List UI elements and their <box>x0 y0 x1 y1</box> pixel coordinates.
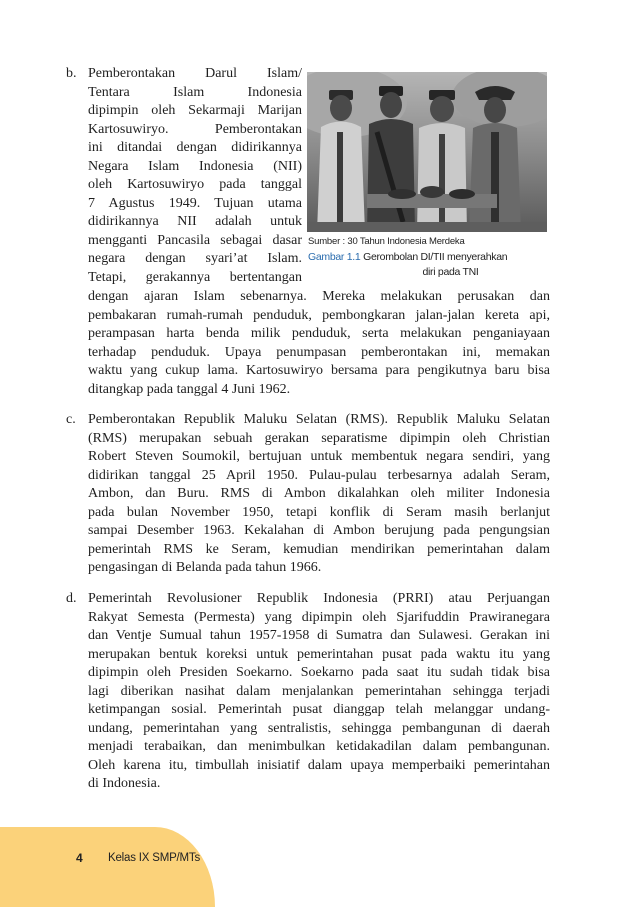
text-line: Tetapi, gerakannya bertentangan <box>88 270 302 286</box>
text-line: dipimpin oleh Sekarmaji Marijan <box>88 103 302 119</box>
text-line: dipimpin oleh Presiden Soekarno. Soekarno pada saat itu sudah tidak bisa <box>88 665 550 681</box>
text-line: terhadap penduduk. Upaya penumpasan pemberontakan ini, memakan <box>88 344 550 360</box>
item-c-marker: c. <box>66 412 76 427</box>
text-line: Kartosuwiryo. Pemberontakan <box>88 121 302 137</box>
text-line: 7 Agustus 1949. Tujuan utama <box>88 195 302 211</box>
text-line: undang, pemerintahan yang sentralistis, sehingga pembangunan di daerah <box>88 720 550 736</box>
text-line: didirikannya NII adalah untuk <box>88 214 302 230</box>
text-line: Pemberontakan Republik Maluku Selatan (RMS). Republik Maluku Selatan <box>88 412 550 427</box>
figure-label: Gambar 1.1 <box>308 251 361 263</box>
footer-book-title: Kelas IX SMP/MTs <box>108 852 201 864</box>
text-line: perampasan harta benda milik penduduk, serta melakukan penganiayaan <box>88 326 550 342</box>
text-line: di Indonesia. <box>88 776 161 792</box>
text-line: Ambon, dan Buru. RMS di Ambon dikalahkan oleh militer Indonesia <box>88 486 550 502</box>
text-line: Rakyat Semesta (Permesta) yang dipimpin oleh Sjarifuddin Prawiranegara <box>88 609 550 625</box>
text-line: (RMS) merupakan sebuah gerakan separatisme dipimpin oleh Christian <box>88 430 550 446</box>
page-number: 4 <box>76 851 83 865</box>
text-line: Pemberontakan Darul Islam/ <box>88 66 302 81</box>
text-line: pengasingan di Belanda pada tahun 1966. <box>88 560 322 576</box>
text-line: mengganti Pancasila sebagai dasar <box>88 232 302 248</box>
text-line: dengan ajaran Islam sebenarnya. Mereka melakukan perusakan dan <box>88 289 550 304</box>
text-line: pembakaran rumah-rumah penduduk, pembongkaran jalan-jalan kereta api, <box>88 307 550 323</box>
historical-photo <box>307 72 547 232</box>
text-line: pada bulan November 1950, tetapi konflik di Seram masih berlanjut <box>88 504 550 520</box>
text-line: merupakan bentuk koreksi untuk pemerintahan pusat pada waktu itu yang <box>88 646 550 662</box>
text-line: ketimpangan sosial. Pemerintah pusat dianggap telah melanggar undang- <box>88 702 550 718</box>
text-line: dan Ventje Sumual tahun 1957-1958 di Sumatra dan Sulawesi. Gerakan ini <box>88 628 550 644</box>
item-b-marker: b. <box>66 66 77 81</box>
text-line: Oleh karena itu, timbullah inisiatif dalam upaya memperbaiki pemerintahan <box>88 757 550 773</box>
item-d-text <box>88 590 550 794</box>
text-line: menjadi terabaikan, dan menimbulkan ketidakadilan dalam pembangunan. <box>88 739 550 755</box>
text-line: Negara Islam Indonesia (NII) <box>88 158 302 174</box>
photo-illustration <box>307 72 547 232</box>
footer-band <box>0 827 215 907</box>
text-line: ditangkap pada tanggal 4 Juni 1962. <box>88 381 291 397</box>
text-line: sampai Desember 1963. Kekalahan di Ambon berujung pada pengungsian <box>88 523 550 539</box>
item-b-wide-text <box>88 288 550 399</box>
text-line: pemerintah RMS ke Seram, kemudian mendirikan pemerintahan dalam <box>88 541 550 557</box>
text-line: lagi diberikan nasihat dalam menjalankan pemerintahan sehingga terjadi <box>88 683 550 699</box>
text-line: Robert Steven Soumokil, bertujuan untuk membentuk negara sendiri, yang <box>88 449 550 465</box>
item-d-marker: d. <box>66 591 77 606</box>
item-c-text <box>88 411 550 578</box>
figure-source: Sumber : 30 Tahun Indonesia Merdeka <box>308 236 465 247</box>
text-line: Tentara Islam Indonesia <box>88 84 302 100</box>
text-line: waktu yang cukup lama. Kartosuwiryo bersama para pengikutnya baru bisa <box>88 363 550 379</box>
text-line: Pemerintah Revolusioner Republik Indonesia (PRRI) atau Perjuangan <box>88 591 550 606</box>
text-line: didirikan tanggal 25 April 1950. Pulau-pulau terbesarnya adalah Seram, <box>88 467 550 483</box>
figure-caption <box>308 250 553 280</box>
figure-title-line2: diri pada TNI <box>422 266 479 278</box>
text-line: ini ditandai dengan didirikannya <box>88 140 302 156</box>
text-line: oleh Kartosuwiryo pada tanggal <box>88 177 302 193</box>
item-b-narrow-text <box>88 65 302 288</box>
figure-title-line1: Gerombolan DI/TII menyerahkan <box>363 251 508 263</box>
text-line: negara dengan syari’at Islam. <box>88 251 302 267</box>
